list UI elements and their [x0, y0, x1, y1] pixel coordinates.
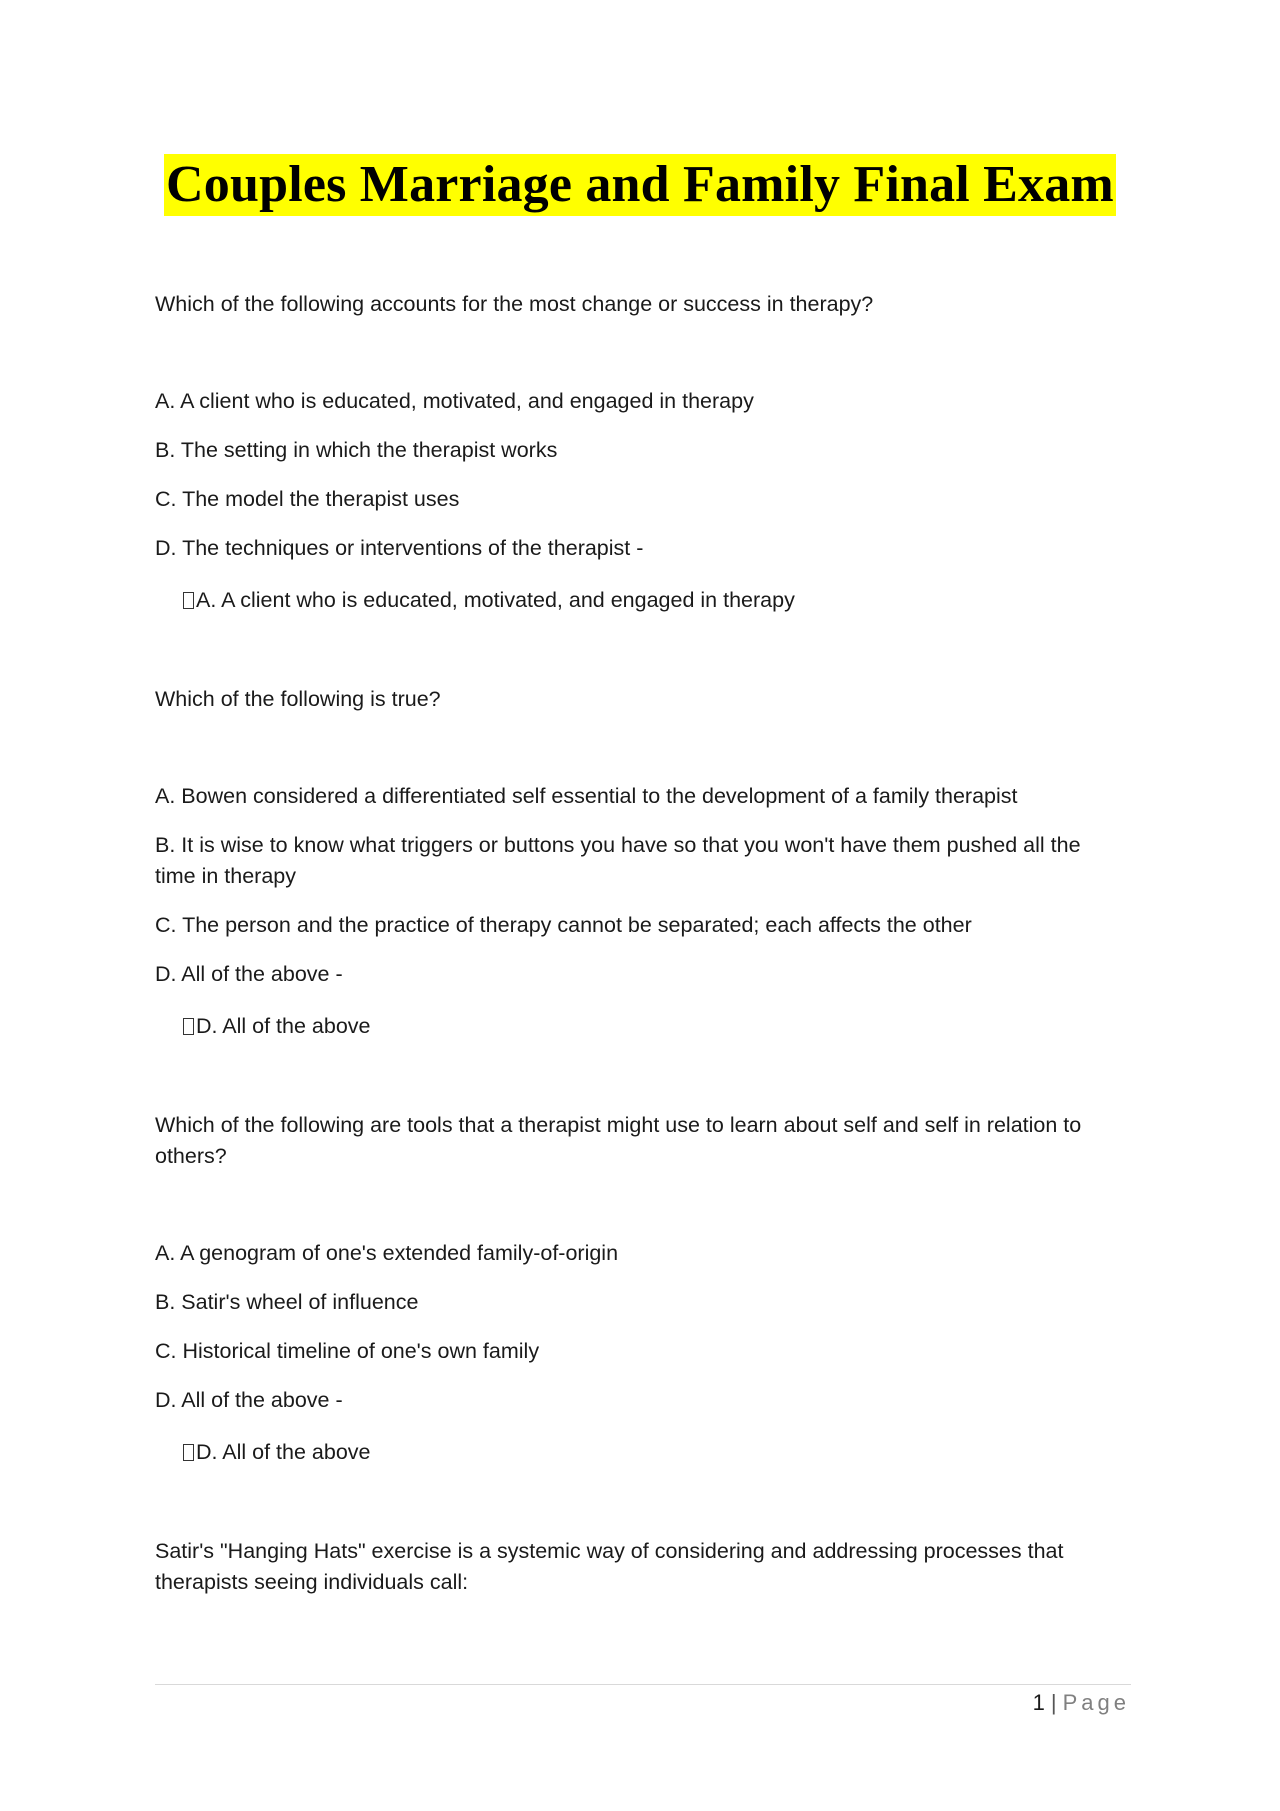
option-b: B. It is wise to know what triggers or buttons you have so that you won't have them pushed all the time in therapy: [155, 833, 1081, 888]
answer-text: D. All of the above: [196, 1440, 371, 1464]
title-container: [0, 154, 1280, 216]
question-block-1: [155, 289, 1115, 616]
document-title: Couples Marriage and Family Final Exam: [164, 154, 1116, 216]
answer-line: [183, 1434, 1115, 1468]
document-body: [155, 289, 1115, 1666]
option-b: B. Satir's wheel of influence: [155, 1290, 419, 1314]
missing-glyph-icon: [183, 1444, 194, 1461]
footer-divider: [155, 1684, 1131, 1685]
option-c: C. The model the therapist uses: [155, 487, 460, 511]
option-c: C. The person and the practice of therapy cannot be separated; each affects the other: [155, 913, 972, 937]
option-d: D. All of the above -: [155, 1388, 343, 1412]
option-b: B. The setting in which the therapist works: [155, 438, 558, 462]
question-block-4: [155, 1536, 1115, 1598]
page-footer: [1033, 1688, 1130, 1718]
answer-line: [183, 582, 1115, 616]
option-d: D. The techniques or interventions of the therapist -: [155, 536, 644, 560]
missing-glyph-icon: [183, 592, 194, 609]
option-a: A. A client who is educated, motivated, and engaged in therapy: [155, 389, 754, 413]
question-block-2: [155, 684, 1115, 1042]
question-text: Satir's "Hanging Hats" exercise is a systemic way of considering and addressing processes that therapists seeing individuals call:: [155, 1539, 1064, 1594]
page-separator: |: [1050, 1690, 1057, 1715]
answer-text: D. All of the above: [196, 1014, 371, 1038]
option-c: C. Historical timeline of one's own family: [155, 1339, 540, 1363]
page-number: 1: [1032, 1690, 1045, 1715]
question-block-3: [155, 1110, 1115, 1468]
missing-glyph-icon: [183, 1018, 194, 1035]
option-a: A. A genogram of one's extended family-of-origin: [155, 1241, 619, 1265]
answer-text: A. A client who is educated, motivated, and engaged in therapy: [196, 588, 795, 612]
question-text: Which of the following is true?: [155, 687, 441, 711]
question-text: Which of the following accounts for the most change or success in therapy?: [155, 292, 874, 316]
page-label: Page: [1062, 1690, 1130, 1715]
answer-line: [183, 1008, 1115, 1042]
question-text: Which of the following are tools that a therapist might use to learn about self and self in relation to others?: [155, 1113, 1082, 1168]
option-a: A. Bowen considered a differentiated self essential to the development of a family therapist: [155, 784, 1018, 808]
option-d: D. All of the above -: [155, 962, 343, 986]
